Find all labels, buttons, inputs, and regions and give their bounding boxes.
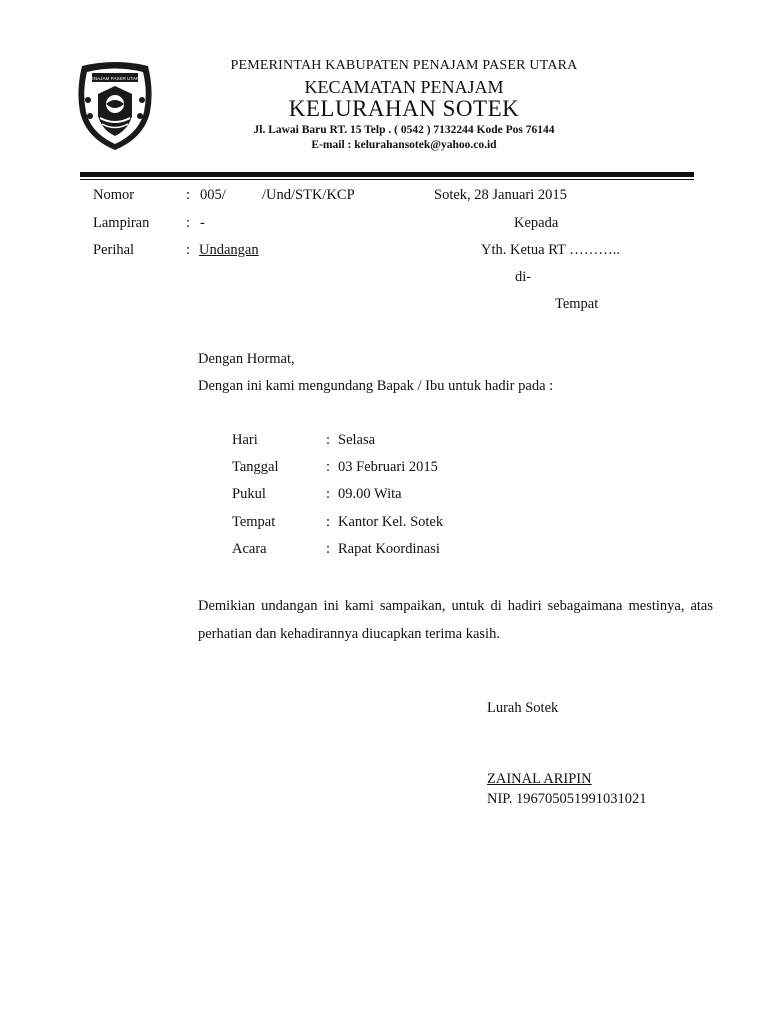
letterhead-address: Jl. Lawai Baru RT. 15 Telp . ( 0542 ) 7132244 Kode Pos 76144 [253, 124, 555, 136]
detail-label: Tempat [232, 514, 276, 530]
recipient-place: Tempat [555, 296, 599, 312]
detail-value: 09.00 Wita [338, 486, 402, 502]
letterhead-government: PEMERINTAH KABUPATEN PENAJAM PASER UTARA [230, 58, 578, 73]
perihal-value: Undangan [199, 242, 259, 258]
detail-label: Tanggal [232, 459, 279, 475]
signatory-name: ZAINAL ARIPIN [487, 771, 592, 787]
detail-value: Selasa [338, 432, 376, 448]
letterhead-divider-thin [80, 179, 694, 180]
letterhead-district: KECAMATAN PENAJAM [304, 77, 504, 97]
detail-colon: : [326, 459, 331, 475]
kepada-label: Kepada [514, 215, 559, 231]
letterhead-village: KELURAHAN SOTEK [288, 96, 520, 121]
perihal-colon: : [186, 242, 191, 258]
closing-paragraph: Demikian undangan ini kami sampaikan, untuk di hadiri sebagaimana mestinya, atas perhatian dan kehadirannya diucapkan terima kasih. [198, 598, 713, 642]
signatory-title: Lurah Sotek [487, 700, 559, 716]
lampiran-label: Lampiran [93, 215, 150, 231]
letter-date: Sotek, 28 Januari 2015 [434, 187, 567, 203]
detail-colon: : [326, 486, 331, 502]
regency-crest-icon [74, 60, 156, 152]
nomor-colon: : [186, 187, 191, 203]
intro-text: Dengan ini kami mengundang Bapak / Ibu untuk hadir pada : [198, 378, 554, 394]
signatory-nip: NIP. 196705051991031021 [487, 791, 647, 807]
lampiran-colon: : [186, 215, 191, 231]
letterhead-divider [80, 172, 694, 177]
nomor-label: Nomor [93, 187, 135, 203]
detail-label: Pukul [232, 486, 266, 502]
detail-value: Rapat Koordinasi [338, 541, 440, 557]
detail-label: Hari [232, 432, 258, 448]
detail-label: Acara [232, 541, 267, 557]
detail-colon: : [326, 514, 331, 530]
nomor-value-prefix: 005/ [200, 187, 226, 203]
perihal-label: Perihal [93, 242, 135, 258]
detail-colon: : [326, 541, 331, 557]
detail-colon: : [326, 432, 331, 448]
nomor-value-suffix: /Und/STK/KCP [262, 187, 355, 203]
detail-value: Kantor Kel. Sotek [338, 514, 444, 530]
crest-banner-text: PENAJAM PASER UTARA [87, 76, 143, 81]
recipient: Yth. Ketua RT ……….. [481, 242, 621, 258]
detail-value: 03 Februari 2015 [338, 459, 438, 475]
greeting: Dengan Hormat, [198, 351, 295, 367]
recipient-di: di- [515, 269, 532, 285]
lampiran-value: - [200, 215, 205, 231]
letterhead-email: E-mail : kelurahansotek@yahoo.co.id [311, 139, 497, 151]
